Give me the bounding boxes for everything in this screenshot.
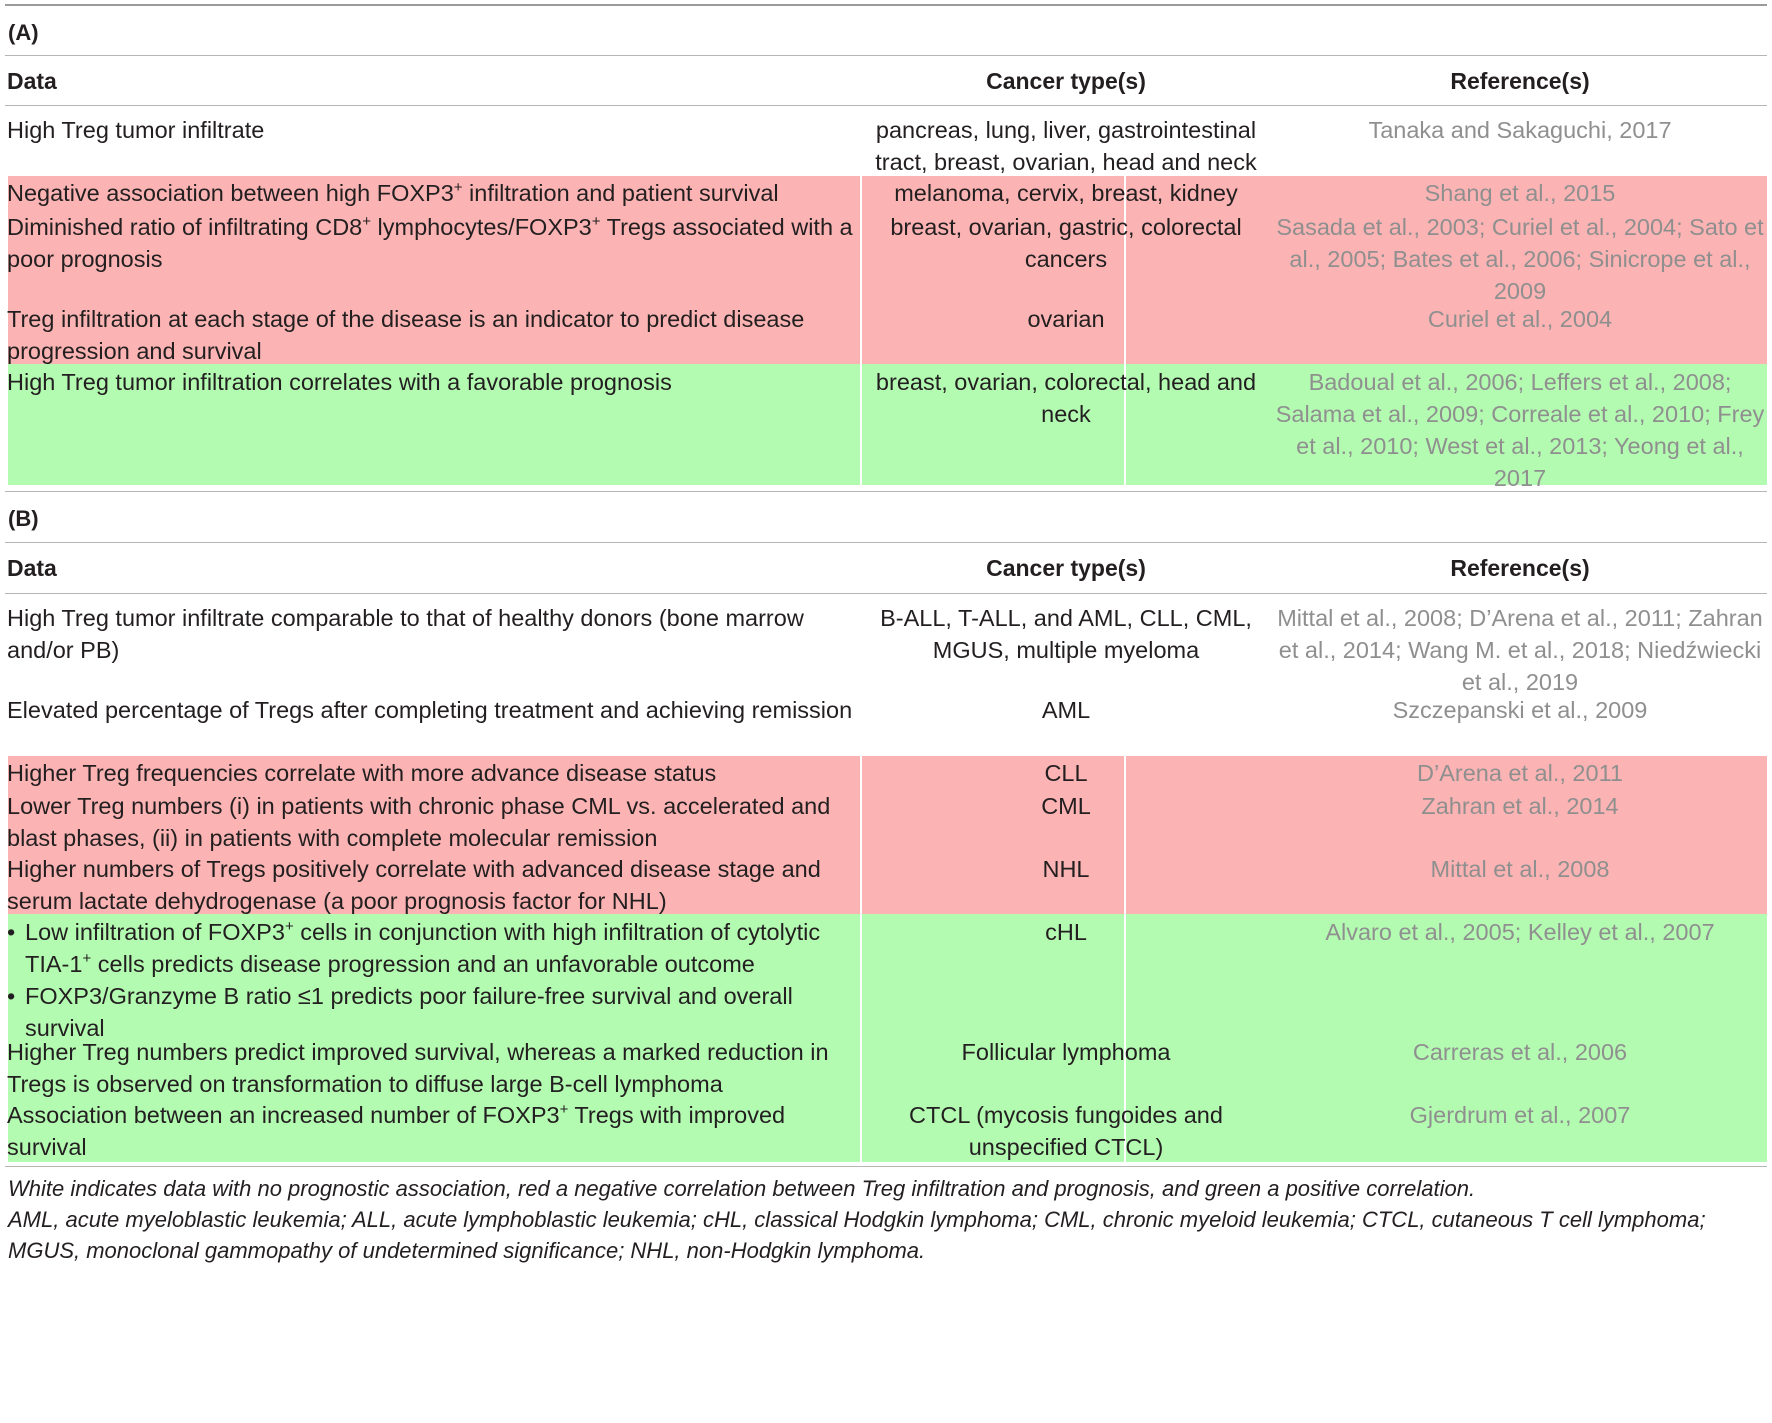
rule bbox=[5, 55, 1767, 56]
reference-cell: Zahran et al., 2014 bbox=[1421, 793, 1619, 819]
data-cell: Treg infiltration at each stage of the disease is an indicator to predict disease progression and survival bbox=[7, 306, 805, 364]
data-cell: Negative association between high FOXP3+ infiltration and patient survival bbox=[7, 179, 779, 206]
data-cell: High Treg tumor infiltrate comparable to that of healthy donors (bone marrow and/or PB) bbox=[7, 605, 804, 663]
cancer-type-cell: melanoma, cervix, breast, kidney bbox=[894, 180, 1238, 206]
cancer-type-cell: Follicular lymphoma bbox=[961, 1039, 1171, 1065]
data-cell bbox=[7, 916, 867, 1044]
col-header-cancer-type: Cancer type(s) bbox=[986, 555, 1146, 581]
reference-cell: Szczepanski et al., 2009 bbox=[1392, 697, 1648, 723]
cancer-type-cell: CLL bbox=[1044, 760, 1088, 786]
col-header-reference: Reference(s) bbox=[1450, 555, 1590, 581]
reference-cell: Sasada et al., 2003; Curiel et al., 2004; Sato et al., 2005; Bates et al., 2006; Sinicrope et al., 2009 bbox=[1276, 214, 1764, 304]
cancer-type-cell: CTCL (mycosis fungoides and unspecified CTCL) bbox=[909, 1102, 1223, 1160]
reference-cell: Badoual et al., 2006; Leffers et al., 2008; Salama et al., 2009; Correale et al., 2010; Frey et al., 2010; West et al., 2013; Yeong et al., 2017 bbox=[1275, 369, 1765, 491]
cancer-type-cell: breast, ovarian, colorectal, head and neck bbox=[875, 369, 1257, 427]
reference-cell: Alvaro et al., 2005; Kelley et al., 2007 bbox=[1325, 919, 1715, 945]
cancer-type-cell: cHL bbox=[1045, 919, 1087, 945]
reference-cell: Carreras et al., 2006 bbox=[1412, 1039, 1628, 1065]
data-cell: Higher Treg frequencies correlate with more advance disease status bbox=[7, 760, 717, 786]
cancer-type-cell: AML bbox=[1041, 697, 1091, 723]
reference-cell: Mittal et al., 2008 bbox=[1430, 856, 1610, 882]
reference-cell: Shang et al., 2015 bbox=[1424, 180, 1616, 206]
top-rule bbox=[5, 4, 1767, 6]
rule bbox=[5, 491, 1767, 492]
col-header-data: Data bbox=[7, 555, 57, 581]
cancer-type-cell: NHL bbox=[1042, 856, 1090, 882]
col-header-data: Data bbox=[7, 68, 57, 94]
data-cell: Higher Treg numbers predict improved survival, whereas a marked reduction in Tregs is observed on transformation to diffuse large B-cell lymphoma bbox=[7, 1039, 829, 1097]
col-header-cancer-type: Cancer type(s) bbox=[986, 68, 1146, 94]
reference-cell: Gjerdrum et al., 2007 bbox=[1409, 1102, 1631, 1128]
reference-cell: Tanaka and Sakaguchi, 2017 bbox=[1368, 117, 1672, 143]
rule bbox=[5, 542, 1767, 543]
reference-cell: Mittal et al., 2008; D’Arena et al., 2011; Zahran et al., 2014; Wang M. et al., 2018; Niedźwiecki et al., 2019 bbox=[1277, 605, 1763, 695]
reference-cell: D’Arena et al., 2011 bbox=[1417, 760, 1623, 786]
section-a-label: (A) bbox=[8, 20, 39, 45]
data-cell: Lower Treg numbers (i) in patients with chronic phase CML vs. accelerated and blast phases, (ii) in patients with complete molecular remission bbox=[7, 793, 831, 851]
col-header-reference: Reference(s) bbox=[1450, 68, 1590, 94]
bottom-rule bbox=[5, 1166, 1767, 1167]
data-cell: Elevated percentage of Tregs after completing treatment and achieving remission bbox=[7, 697, 853, 723]
reference-cell: Curiel et al., 2004 bbox=[1427, 306, 1613, 332]
rule bbox=[5, 105, 1767, 106]
section-b-label: (B) bbox=[8, 506, 39, 531]
data-cell: High Treg tumor infiltrate bbox=[7, 117, 265, 143]
cancer-type-cell: B-ALL, T-ALL, and AML, CLL, CML, MGUS, multiple myeloma bbox=[880, 605, 1252, 663]
footnote-abbreviations: AML, acute myeloblastic leukemia; ALL, acute lymphoblastic leukemia; cHL, classical Hodgkin lymphoma; CML, chronic myeloid leukemia; CTCL, cutaneous T cell lymphoma; MGUS, monoclonal gammopathy of undetermined significance; NHL, non-Hodgkin lymphoma. bbox=[8, 1207, 1706, 1263]
rule bbox=[5, 593, 1767, 594]
data-cell: High Treg tumor infiltration correlates with a favorable prognosis bbox=[7, 369, 672, 395]
data-cell: Diminished ratio of infiltrating CD8+ lymphocytes/FOXP3+ Tregs associated with a poor prognosis bbox=[7, 213, 853, 272]
footnote-legend: White indicates data with no prognostic association, red a negative correlation between Treg infiltration and prognosis, and green a positive correlation. bbox=[8, 1176, 1476, 1201]
cancer-type-cell: breast, ovarian, gastric, colorectal cancers bbox=[890, 214, 1242, 272]
cancer-type-cell: pancreas, lung, liver, gastrointestinal tract, breast, ovarian, head and neck bbox=[875, 117, 1257, 175]
cancer-type-cell: ovarian bbox=[1027, 306, 1105, 332]
bullet-item: • Low infiltration of FOXP3+ cells in conjunction with high infiltration of cytolytic TIA-1+ cells predicts disease progression and an unfavorable outcome bbox=[7, 916, 865, 980]
bullet-item: • FOXP3/Granzyme B ratio ≤1 predicts poor failure-free survival and overall survival bbox=[7, 980, 865, 1044]
data-cell: Higher numbers of Tregs positively correlate with advanced disease stage and serum lactate dehydrogenase (a poor prognosis factor for NHL) bbox=[7, 856, 821, 914]
data-cell: Association between an increased number of FOXP3+ Tregs with improved survival bbox=[7, 1101, 786, 1160]
cancer-type-cell: CML bbox=[1041, 793, 1091, 819]
